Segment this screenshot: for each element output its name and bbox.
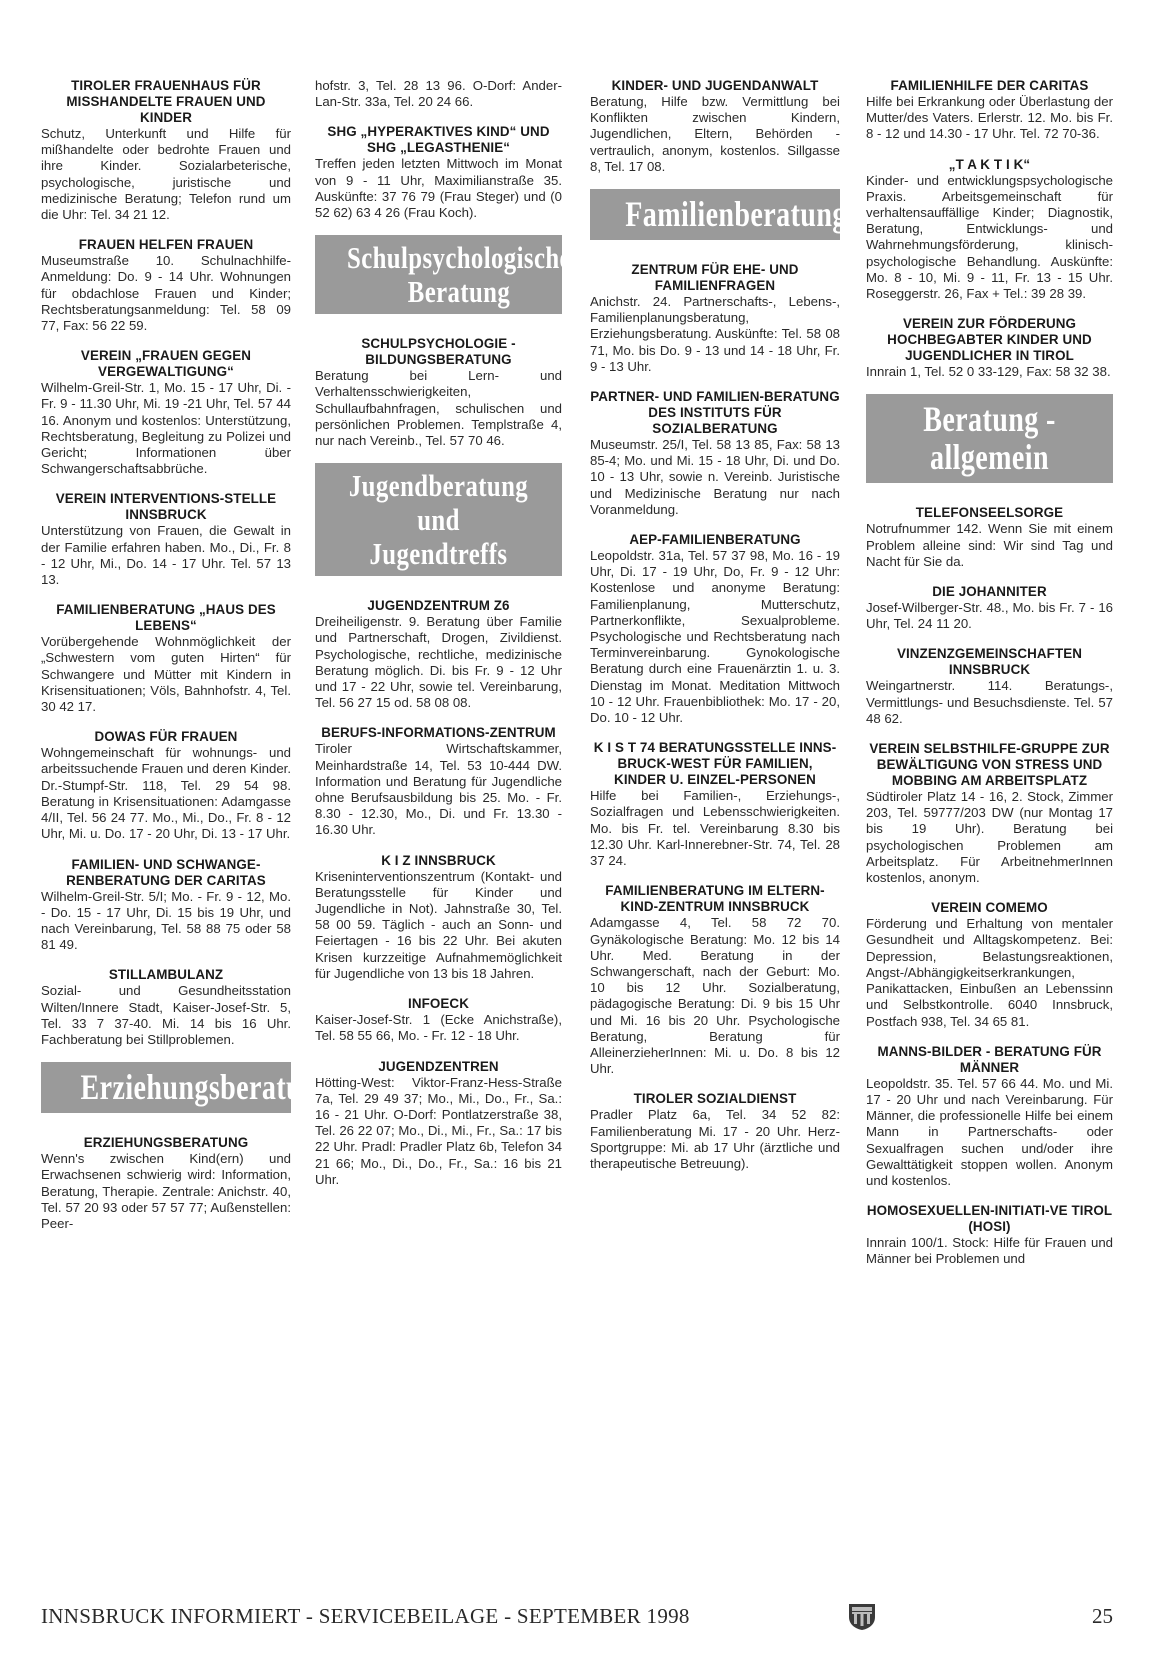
directory-entry	[590, 532, 840, 726]
section-banner	[41, 1062, 333, 1113]
entry-body: Dreiheiligenstr. 9. Beratung über Familie und Partnerschaft, Drogen, Zivildienst. Psychologische, rechtliche, medizinische Beratung möglich. Di. bis Fr. 9 - 12 Uhr und 17 - 22 Uhr, sowie tel. Vereinbarung, Tel. 56 27 15 od. 58 08 08.	[315, 614, 562, 711]
directory-entry	[315, 725, 562, 838]
directory-entry	[41, 348, 291, 477]
entry-title: VEREIN „FRAUEN GEGEN VERGEWALTIGUNG“	[80, 348, 252, 380]
entry-body: Wenn's zwischen Kind(ern) und Erwachsenen schwierig wird: Information, Beratung, Therapie. Zentrale: Anichstr. 40, Tel. 57 20 93 oder 57 57 77; Außenstellen: Peer-	[41, 1151, 291, 1231]
footer-title: INNSBRUCK INFORMIERT - SERVICEBEILAGE - SEPTEMBER 1998	[41, 1604, 690, 1628]
entry-body: Wilhelm-Greil-Str. 1, Mo. 15 - 17 Uhr, Di. - Fr. 9 - 11.30 Uhr, Mi. 19 -21 Uhr, Tel. 57 44 16. Anonym und kostenlos: Unterstützung, Rechtsberatung, Begleitung zu Polizei und Gericht; Informationen über Schwangerschaftsabbrüche.	[41, 380, 291, 477]
directory-entry	[41, 857, 291, 954]
entry-body: Pradler Platz 6a, Tel. 34 52 82: Familienberatung Mi. 17 - 20 Uhr. Herz-Sportgruppe: Mi. ab 17 Uhr (ärztliche und therapeutische Betreuung).	[590, 1107, 840, 1171]
directory-entry	[866, 741, 1113, 886]
directory-entry	[41, 1135, 291, 1232]
entry-body: Notrufnummer 142. Wenn Sie mit einem Problem alleine sind: Wir sind Tag und Nacht für Sie da.	[866, 521, 1113, 569]
entry-title: STILLAMBULANZ	[108, 967, 224, 983]
directory-entry	[866, 900, 1113, 1029]
entry-title: BERUFS-INFORMATIONS-ZENTRUM	[321, 725, 556, 741]
entry-title: DOWAS FÜR FRAUEN	[94, 729, 238, 745]
entry-title: HOMOSEXUELLEN-INITIATI-VE TIROL (HOSI)	[866, 1203, 1113, 1235]
entry-title: TIROLER FRAUENHAUS FÜR MISSHANDELTE FRAUEN UND KINDER	[66, 78, 266, 125]
entry-body: Museumstr. 25/I, Tel. 58 13 85, Fax: 58 13 85-4; Mo. und Mi. 15 - 18 Uhr, Di. und Do. 10 - 13 Uhr, sowie n. Vereinb. Juristische und Medizinische Beratung nur nach Voranmeldung.	[590, 437, 840, 517]
entry-body: Wohngemeinschaft für wohnungs- und arbeitssuchende Frauen und deren Kinder. Dr.-Stumpf-Str. 118, Tel. 29 54 98. Beratung in Krisensituationen: Adamgasse 4/II, Tel. 56 24 77. Mo., Mi., Do., Fr. 8 - 12 Uhr, Mi. u. Do. 17 - 20 Uhr, Di. 13 - 17 Uhr.	[41, 745, 292, 842]
directory-entry	[866, 584, 1113, 632]
entry-body: Beratung bei Lern- und Verhaltensschwierigkeiten, Schullaufbahnfragen, schulischen und persönlichen Problemen. Templstraße 4, nur nach Vereinb., Tel. 57 70 46.	[315, 368, 562, 449]
entry-title: VEREIN COMEMO	[931, 900, 1048, 916]
entry-title: DIE JOHANNITER	[932, 584, 1047, 600]
entry-body: Kaiser-Josef-Str. 1 (Ecke Anichstraße), Tel. 58 55 66, Mo. - Fr. 12 - 18 Uhr.	[315, 1012, 562, 1044]
column-2	[315, 78, 571, 1585]
directory-entry	[866, 316, 1113, 380]
entry-body: Hilfe bei Familien-, Erziehungs-, Sozialfragen und Lebensschwierigkeiten. Mo. bis Fr. tel. Vereinbarung 8.30 bis 12.30 Uhr. Karl-Innerebner-Str. 74, Tel. 28 37 24.	[590, 788, 840, 869]
directory-entry	[590, 1091, 840, 1172]
entry-body: Innrain 100/1. Stock: Hilfe für Frauen und Männer bei Problemen und	[866, 1235, 1113, 1267]
entry-body: Schutz, Unterkunft und Hilfe für mißhandelte oder bedrohte Frauen und ihre Kinder. Sozialarbeterische, psychologische, juristische und medizinische Beratung; Telefon rund um die Uhr: Tel. 34 21 12.	[41, 126, 291, 223]
directory-entry	[315, 1059, 562, 1188]
column-1	[41, 78, 333, 1585]
directory-entry	[866, 646, 1113, 727]
section-banner-text: Jugendberatung und Jugendtreffs	[348, 468, 529, 572]
directory-entry	[590, 262, 840, 375]
innsbruck-crest-icon	[846, 1601, 878, 1631]
entry-body: Museumstraße 10. Schulnachhilfe-Anmeldung: Do. 9 - 14 Uhr. Wohnungen für obdachlose Frauen und Kinder; Rechtsberatungsanmeldung: Tel. 58 09 77, Fax: 56 22 59.	[41, 253, 291, 334]
entry-title: „T A K T I K“	[948, 156, 1031, 172]
entry-body: Anichstr. 24. Partnerschafts-, Lebens-, Familienplanungsberatung, Erziehungsberatung. Auskünfte: Tel. 58 08 71, Mo. bis Do. 9 - 13 und 14 - 18 Uhr, Fr. 9 - 13 Uhr.	[590, 294, 840, 374]
directory-entry	[590, 78, 840, 175]
section-banner	[866, 394, 1113, 483]
entry-body: Förderung und Erhaltung von mentaler Gesundheit und Alltagskompetenz. Bei: Depression, Belastungsreaktionen, Angst-/Abhängigkeitserkrankungen, Panikattacken, Einbußen an Lebenssinn und Selbstkontrolle. 6040 Innsbruck, Postfach 938, Tel. 34 65 81.	[866, 916, 1113, 1029]
entry-title: SCHULPSYCHOLOGIE - BILDUNGSBERATUNG	[361, 336, 516, 368]
entry-body: Weingartnerstr. 114. Beratungs-, Vermittlungs- und Besuchsdienste. Tel. 57 48 62.	[866, 678, 1113, 726]
directory-entry	[866, 157, 1113, 303]
section-banner	[315, 235, 571, 314]
entry-title: INFOECK	[408, 996, 469, 1012]
entry-title: JUGENDZENTREN	[378, 1058, 499, 1074]
section-banner	[590, 189, 847, 240]
entry-body: Adamgasse 4, Tel. 58 72 70. Gynäkologische Beratung: Mo. 12 bis 14 Uhr. Med. Beratung in der Schwangerschaft, nach der Geburt: Mo. 10 bis 12 Uhr. Sozialberatung, pädagogische Beratung: Di. 9 bis 15 Uhr und Mi. 16 bis 20 Uhr. Psychologische Beratung, Beratung für AlleinerzieherInnen: Mi. u. Do. 8 bis 12 Uhr.	[590, 915, 840, 1077]
directory-entry	[590, 883, 840, 1077]
entry-body: Vorübergehende Wohnmöglichkeit der „Schwestern vom guten Hirten“ für Schwangere und Mütter mit Kindern in Krisensituationen; Völs, Bahnhofstr. 4, Tel. 30 42 17.	[41, 634, 291, 715]
entry-body: Wilhelm-Greil-Str. 5/I; Mo. - Fr. 9 - 12, Mo. - Do. 15 - 17 Uhr, Di. 15 bis 19 Uhr, und nach Vereinbarung, Tel. 58 88 75 oder 58 81 49.	[41, 888, 291, 953]
entry-title: FAMILIEN- UND SCHWANGE-RENBERATUNG DER CARITAS	[66, 856, 266, 888]
directory-entry	[315, 996, 562, 1044]
entry-title: PARTNER- UND FAMILIEN-BERATUNG DES INSTITUTS FÜR SOZIALBERATUNG	[590, 389, 840, 437]
directory-entry	[590, 389, 840, 518]
directory-entry	[41, 491, 291, 588]
entry-body: Innrain 1, Tel. 52 0 33-129, Fax: 58 32 38.	[866, 364, 1111, 380]
entry-title: ERZIEHUNGSBERATUNG	[83, 1135, 249, 1151]
entry-title: K I S T 74 BERATUNGSSTELLE INNS-BRUCK-WEST FÜR FAMILIEN, KINDER U. EINZEL-PERSONEN	[593, 740, 837, 788]
directory-entry	[315, 598, 562, 711]
directory-entry	[41, 237, 291, 334]
directory-entry	[315, 853, 562, 982]
entry-body: Hilfe bei Erkrankung oder Überlastung der Mutter/des Vaters. Erlerstr. 12. Mo. bis Fr. 8 - 12 und 14.30 - 17 Uhr. Tel. 72 70-36.	[866, 94, 1113, 142]
section-banner	[315, 463, 562, 576]
entry-body: Südtiroler Platz 14 - 16, 2. Stock, Zimmer 203, Tel. 59777/203 DW (nur Montag 17 bis 19 Uhr). Beratung bei psychologischen Problemen am Arbeitsplatz. Für ArbeitnehmerInnen kostenlos, anonym.	[866, 789, 1113, 886]
entry-body: Unterstützung von Frauen, die Gewalt in der Familie erfahren haben. Mo., Di., Fr. 8 - 12 Uhr, Mi., Do. 14 - 17 Uhr. Tel. 57 13 13.	[41, 523, 291, 588]
entry-body: Kriseninterventionszentrum (Kontakt- und Beratungsstelle für Kinder und Jugendliche in Not). Jahnstraße 30, Tel. 58 00 59. Täglich - auch an Sonn- und Feiertagen - 16 bis 22 Uhr. Bei akuten Krisen kurzzeitige Aufnahmemöglichkeit für Jugendliche von 13 bis 18 Jahren.	[315, 868, 562, 981]
entry-title: FRAUEN HELFEN FRAUEN	[78, 237, 254, 253]
page-footer	[41, 1601, 1113, 1631]
entry-body: hofstr. 3, Tel. 28 13 96. O-Dorf: Ander-Lan-Str. 33a, Tel. 20 24 66.	[315, 78, 562, 110]
entry-title: VEREIN INTERVENTIONS-STELLE INNSBRUCK	[55, 491, 277, 523]
entry-body: Leopoldstr. 31a, Tel. 57 37 98, Mo. 16 - 19 Uhr, Di. 17 - 19 Uhr, Do, Fr. 9 - 12 Uhr: Kostenlose und anonyme Beratung: Familienplanung, Mutterschutz, Partnerkonflikte, Sexualprobleme. Psychologische und Rechtsberatung nach Terminvereinbarung. Gynokologische Beratung durch eine Frauenärztin 1. u. 3. Dienstag im Monat. Meditation Mittwoch 10 - 12 Uhr. Frauenbibliothek: Mo. 17 - 20, Do. 10 - 12 Uhr.	[590, 548, 840, 726]
section-banner-text: Erziehungsberatung	[80, 1067, 333, 1108]
entry-title: VEREIN ZUR FÖRDERUNG HOCHBEGABTER KINDER UND JUGENDLICHER IN TIROL	[887, 316, 1092, 364]
page-number: 25	[1092, 1604, 1113, 1628]
directory-entry	[866, 1044, 1113, 1189]
section-banner-text: Familienberatung	[625, 194, 847, 235]
entry-title: K I Z INNSBRUCK	[381, 852, 496, 868]
directory-entry	[41, 602, 291, 715]
entry-title: FAMILIENBERATUNG IM ELTERN-KIND-ZENTRUM INNSBRUCK	[605, 883, 825, 915]
entry-title: JUGENDZENTRUM Z6	[367, 598, 510, 614]
entry-body: Leopoldstr. 35. Tel. 57 66 44. Mo. und Mi. 17 - 20 Uhr und nach Vereinbarung. Für Männer, die professionelle Hilfe bei einem Mann in Partnerschafts- oder Sexualfragen suchen und/oder ihre Gewalttätigkeit stoppen wollen. Anonym und kostenlos.	[866, 1075, 1113, 1188]
entry-body: Beratung, Hilfe bzw. Vermittlung bei Konflikten zwischen Kindern, Jugendlichen, Eltern, Behörden - vertraulich, anonym, kostenlos. Sillgasse 8, Tel. 17 08.	[590, 94, 840, 174]
entry-title: TELEFONSEELSORGE	[915, 505, 1064, 521]
entry-title: ZENTRUM FÜR EHE- UND FAMILIENFRAGEN	[631, 262, 799, 294]
entry-body: Kinder- und entwicklungspsychologische Praxis. Arbeitsgemeinschaft für verhaltensauffällige Kinder; Diagnostik, Beratung, Entwicklungs- und Wahrnehmungsförderung, klinisch-psychologische Behandlung. Auskünfte: Mo. 8 - 10, Mi. 9 - 11, Fr. 13 - 15 Uhr. Roseggerstr. 26, Fax + Tel.: 39 28 39.	[866, 172, 1113, 302]
section-banner-text: Beratung - allgemein	[923, 399, 1056, 478]
directory-entry	[590, 740, 840, 869]
column-4	[866, 78, 1113, 1585]
entry-title: VEREIN SELBSTHILFE-GRUPPE ZUR BEWÄLTIGUNG VON STRESS UND MOBBING AM ARBEITSPLATZ	[869, 741, 1110, 789]
directory-entry	[866, 1203, 1113, 1267]
entry-title: KINDER- UND JUGENDANWALT	[611, 78, 819, 93]
entry-title: AEP-FAMILIENBERATUNG	[629, 532, 801, 548]
entry-title: SHG „HYPERAKTIVES KIND“ UND SHG „LEGASTHENIE“	[327, 124, 550, 156]
entry-body: Treffen jeden letzten Mittwoch im Monat von 9 - 11 Uhr, Maximilianstraße 35. Auskünfte: 37 76 79 (Frau Steger) und (0 52 62) 63 4 26 (Frau Koch).	[315, 156, 562, 221]
entry-body: Sozial- und Gesundheitsstation Wilten/Innere Stadt, Kaiser-Josef-Str. 5, Tel. 33 7 37-40. Mi. 14 bis 16 Uhr. Fachberatung bei Stillproblemen.	[41, 983, 291, 1047]
entry-title: FAMILIENBERATUNG „HAUS DES LEBENS“	[56, 602, 276, 634]
directory-entry	[41, 78, 291, 223]
entry-title: VINZENZGEMEINSCHAFTEN INNSBRUCK	[896, 646, 1083, 678]
entry-title: TIROLER SOZIALDIENST	[633, 1091, 797, 1107]
entry-body: Hötting-West: Viktor-Franz-Hess-Straße 7a, Tel. 29 49 37; Mo., Mi., Do., Fr., Sa.: 16 - 21 Uhr. O-Dorf: Pontlatzerstraße 38, Tel. 26 22 07; Mo., Di., Mi., Fr., Sa.: 17 bis 22 Uhr. Pradl: Pradler Platz 6b, Telefon 34 21 66; Mo., Di., Do., Fr., Sa.: 16 bis 21 Uhr.	[315, 1074, 562, 1187]
directory-entry	[41, 967, 291, 1048]
entry-body: Tiroler Wirtschaftskammer, Meinhardstraße 14, Tel. 53 10-444 DW. Information und Beratung für Jugendliche ohne Berufsausbildung bis 25. Mo. - Fr. 8.30 - 12.30, Mo., Di. und Fr. 13.30 - 16.30 Uhr.	[315, 741, 562, 838]
directory-entry	[315, 336, 562, 449]
directory-entry	[41, 729, 291, 842]
column-3	[590, 78, 847, 1585]
entry-title: MANNS-BILDER - BERATUNG FÜR MÄNNER	[877, 1043, 1102, 1075]
entry-body: Josef-Wilberger-Str. 48., Mo. bis Fr. 7 - 16 Uhr, Tel. 24 11 20.	[866, 600, 1113, 632]
directory-entry	[866, 505, 1113, 570]
entry-title: FAMILIENHILFE DER CARITAS	[890, 78, 1089, 93]
directory-entry	[315, 78, 562, 110]
directory-entry	[315, 124, 562, 221]
directory-entry	[866, 78, 1113, 143]
section-banner-text: Schulpsychologische Beratung	[346, 240, 571, 310]
